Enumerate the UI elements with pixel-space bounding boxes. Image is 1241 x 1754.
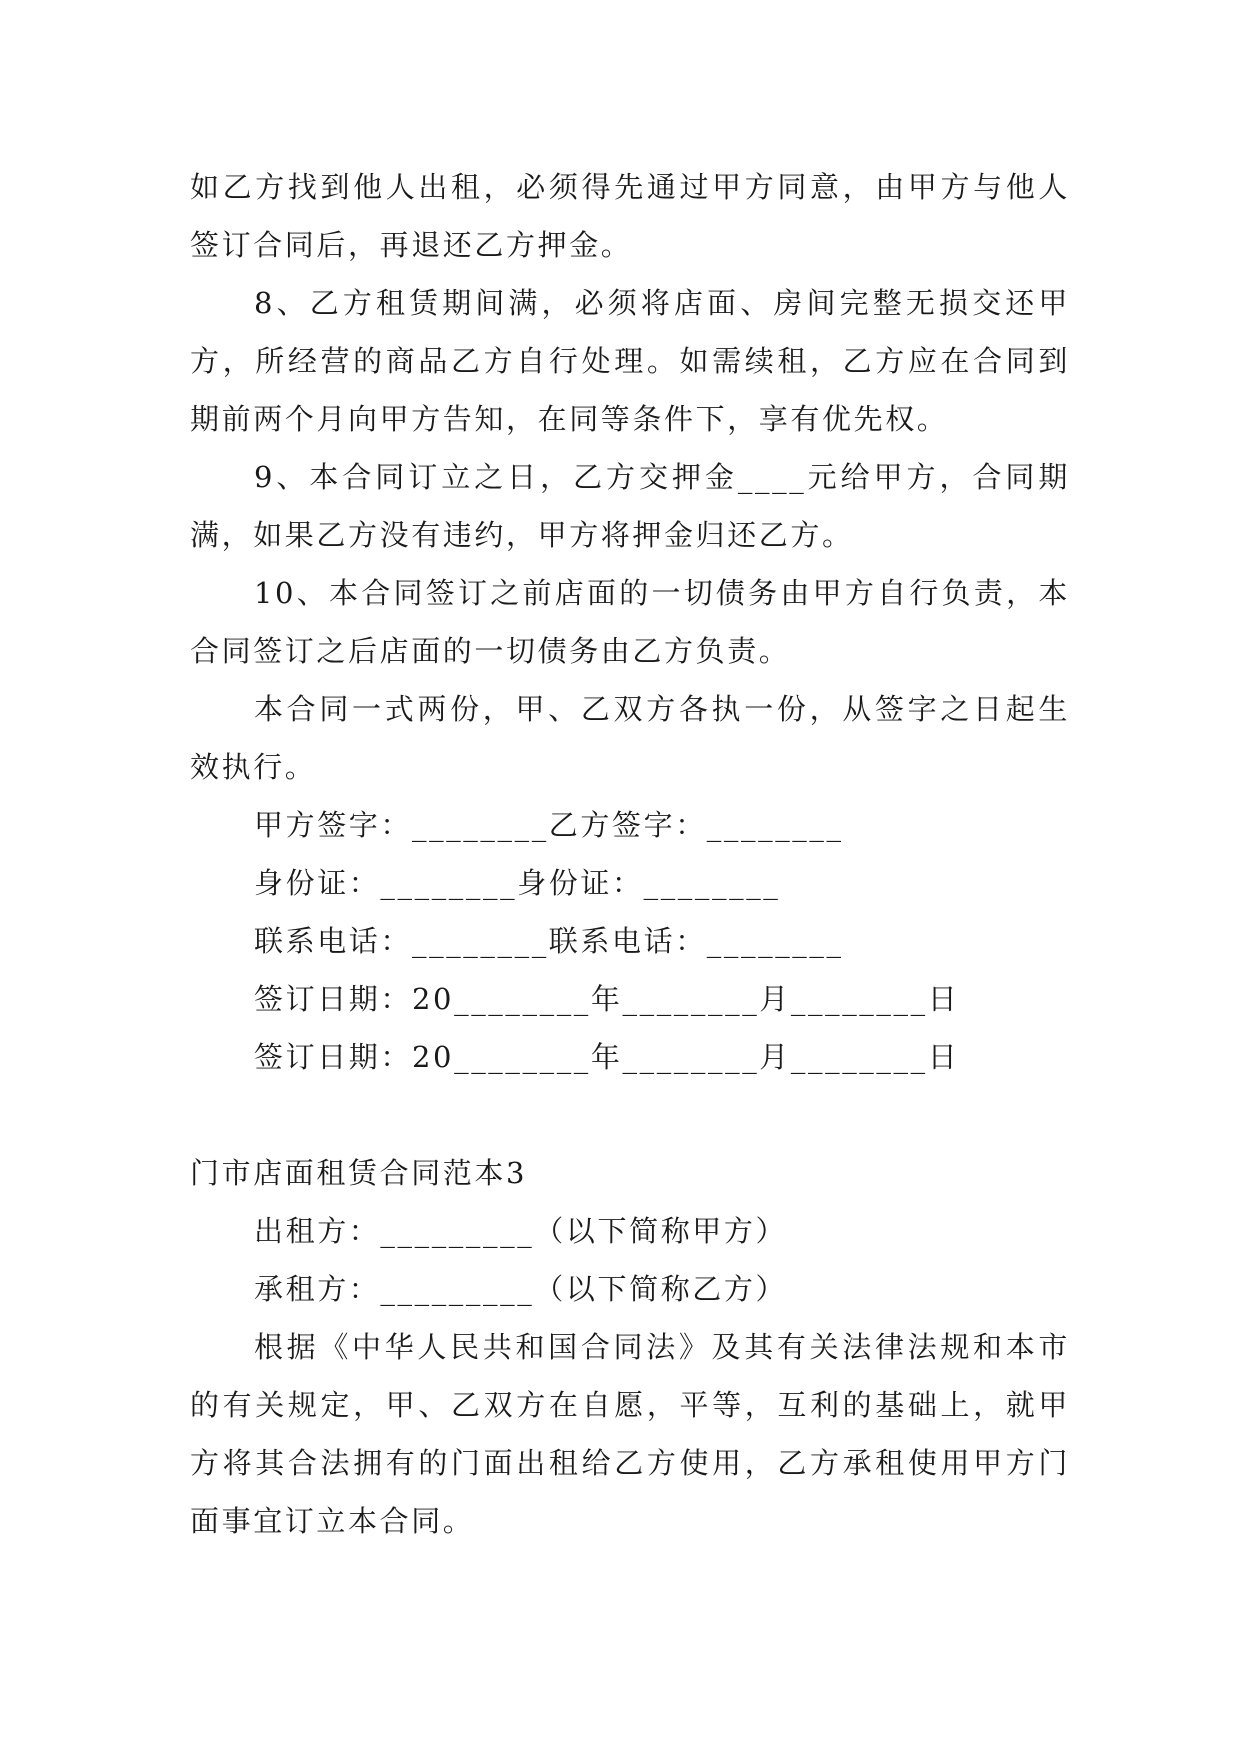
preamble-paragraph: 根据《中华人民共和国合同法》及其有关法律法规和本市的有关规定，甲、乙双方在自愿，平等，互利的基础上，就甲方将其合法拥有的门面出租给乙方使用，乙方承租使用甲方门面事宜订立本合同。: [190, 1330, 1070, 1538]
section-title: 门市店面租赁合同范本3: [190, 1156, 528, 1190]
section-gap: [190, 1086, 1070, 1144]
paragraph-continued: 如乙方找到他人出租，必须得先通过甲方同意，由甲方与他人签订合同后，再退还乙方押金。: [190, 170, 1070, 262]
signature-line: 甲方签字：________乙方签字：________: [254, 808, 844, 842]
clause-8: 8、乙方租赁期间满，必须将店面、房间完整无损交还甲方，所经营的商品乙方自行处理。如需续租，乙方应在合同到期前两个月向甲方告知，在同等条件下，享有优先权。: [190, 286, 1070, 436]
sign-date-line-1: 签订日期：20________年________月________日: [254, 982, 960, 1016]
sign-date-line-2: 签订日期：20________年________月________日: [254, 1040, 960, 1074]
clause-10: 10、本合同签订之前店面的一切债务由甲方自行负责，本合同签订之后店面的一切债务由乙方负责。: [190, 576, 1070, 668]
lessee-line: 承租方：_________（以下简称乙方）: [254, 1272, 788, 1306]
copies-paragraph: 本合同一式两份，甲、乙双方各执一份，从签字之日起生效执行。: [190, 692, 1070, 784]
phone-line: 联系电话：________联系电话：________: [254, 924, 844, 958]
lessor-line: 出租方：_________（以下简称甲方）: [254, 1214, 788, 1248]
clause-9: 9、本合同订立之日，乙方交押金____元给甲方，合同期满，如果乙方没有违约，甲方将押金归还乙方。: [190, 460, 1070, 552]
id-card-line: 身份证：________身份证：________: [254, 866, 781, 900]
document-page: [190, 158, 1070, 1550]
